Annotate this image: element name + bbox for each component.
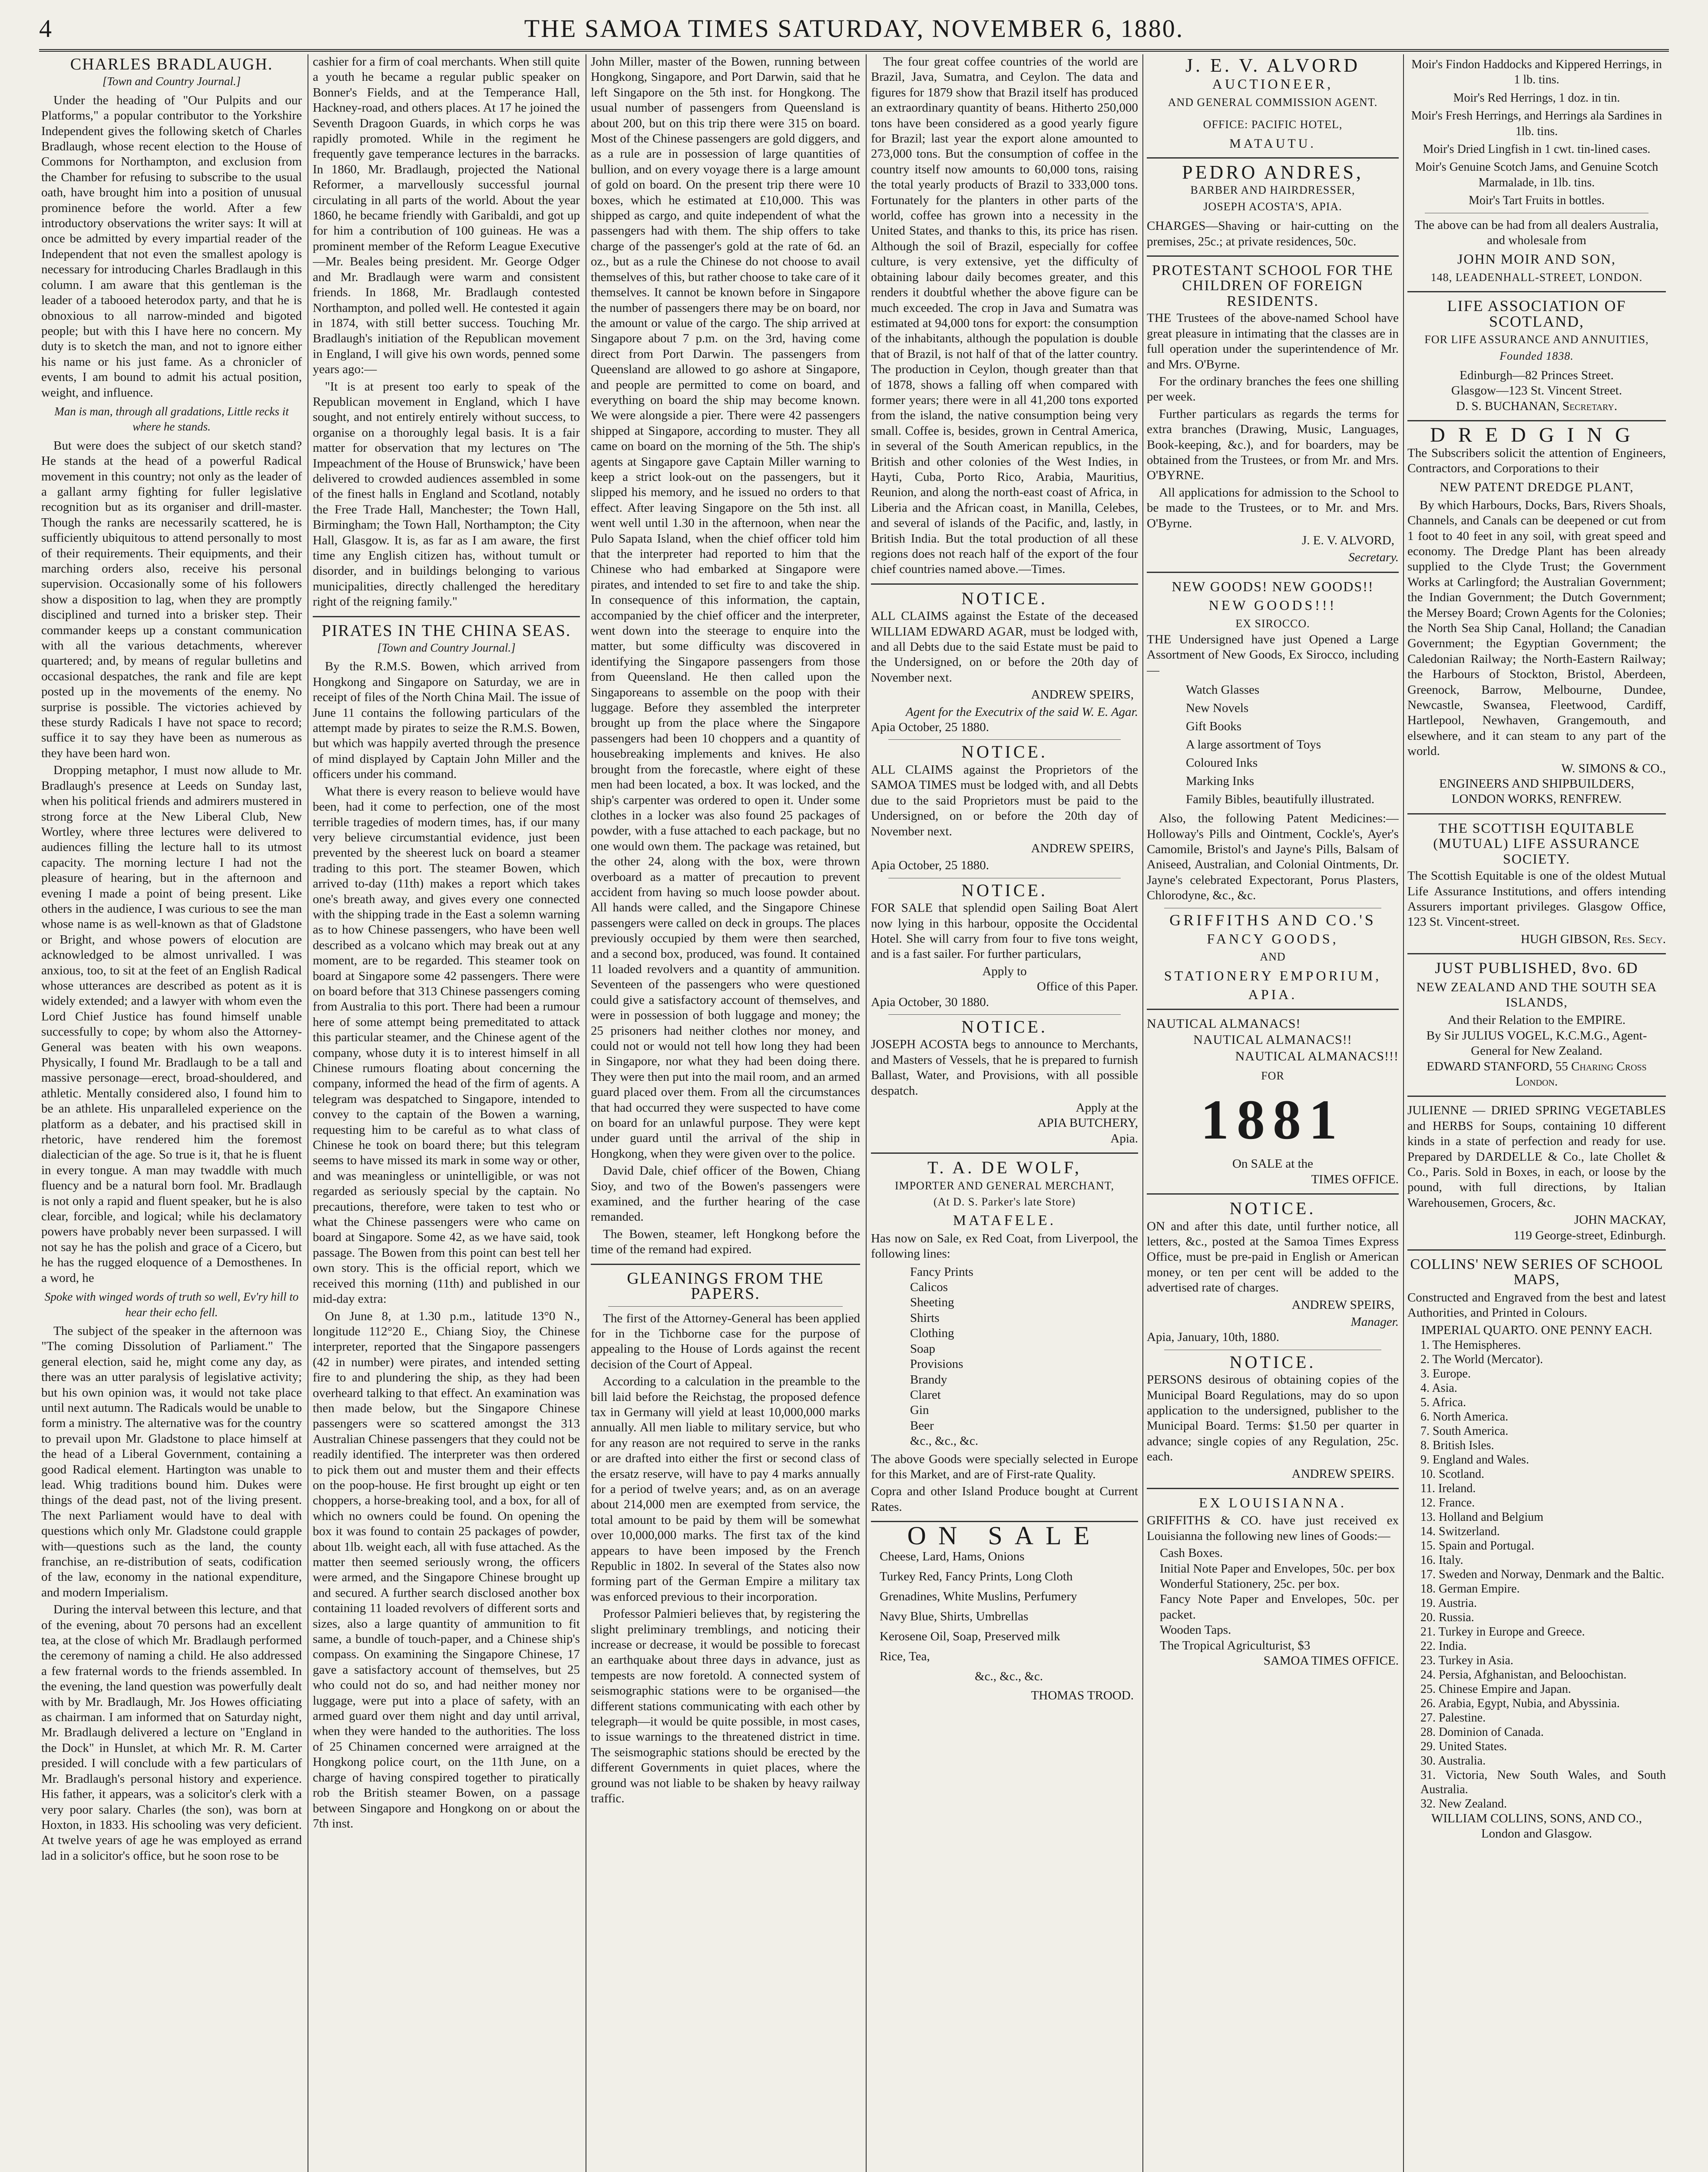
ad-subtitle: EX SIROCCO.	[1235, 617, 1310, 630]
ad-body: Further particulars as regards the terms for extra branches (Drawing, Music, Languages, Book-keeping, &c.), and for boarders, may be obtained from the Trustees, or from Mr. and Mrs. O'BYRNE.	[1147, 407, 1399, 483]
ad-author: By Sir JULIUS VOGEL, K.C.M.G., Agent-General for New Zealand.	[1426, 1028, 1647, 1058]
notice-date: Apia October, 25 1880.	[871, 720, 989, 735]
list-item: 6. North America.	[1420, 1410, 1509, 1424]
ad-title: NEW GOODS!!!	[1208, 597, 1337, 613]
list-item: Watch Glasses	[1186, 683, 1260, 697]
ad-subtitle: JOSEPH ACOSTA'S, APIA.	[1203, 200, 1342, 213]
ad-item-list	[871, 1546, 1138, 1686]
ad-subtitle: IMPORTER AND GENERAL MERCHANT,	[894, 1179, 1115, 1192]
list-item: 14. Switzerland.	[1420, 1525, 1500, 1539]
map-list	[1407, 1338, 1666, 1811]
notice-title: NOTICE.	[961, 742, 1048, 762]
ad-body: JULIENNE — DRIED SPRING VEGETABLES and HERBS for Soups, containing 10 different kinds in a state of perfection and ready for use. Prepared by DARDELLE & Co., late Chollet & Co., Paris. Sold in Boxes, in each, or loose by the pound, with full directions, by Italian Warehousemen, Grocers, &c.	[1407, 1103, 1666, 1210]
article-headline: GLEANINGS FROM THE PAPERS.	[627, 1269, 824, 1303]
notice-apply-where: APIA BUTCHERY,	[1037, 1116, 1138, 1130]
ad-subtitle: IMPERIAL QUARTO. ONE PENNY EACH.	[1421, 1323, 1652, 1337]
list-item: Brandy	[910, 1372, 947, 1387]
list-item: Soap	[910, 1341, 935, 1356]
list-item: Turkey Red, Fancy Prints, Long Cloth	[880, 1569, 1073, 1583]
list-item: 27. Palestine.	[1420, 1711, 1486, 1725]
ad-heading: NEW ZEALAND AND THE SOUTH SEA ISLANDS,	[1416, 980, 1657, 1010]
ad-body: By which Harbours, Docks, Bars, Rivers Shoals, Channels, and Canals can be deepened or cut from 1 foot to 40 feet in any soil, with great speed and economy. The Dredge Plant has been already supplied to the Clyde Trust; the Government Works at Carlingford; the Australian Government; the Indian Government; the Dutch Government; the Mersey Board; Crown Agents for the Colonies; the North Sea Ship Canal, Holland; the Canadian Government; the Egyptian Government; the Caledonian Railway; the North-Eastern Railway; the Harbours of Stockton, Bristol, Aberdeen, Greenock, Barrow, Melbourne, Dundee, Newcastle, Swansea, Fleetwood, Cardiff, Hartlepool, Newhaven, Grangemouth, and elsewhere, and it can steam to any part of the world.	[1407, 498, 1666, 758]
ad-address: Edinburgh—82 Princes Street.	[1460, 368, 1614, 382]
ad-heading: NEW PATENT DREDGE PLANT,	[1440, 480, 1634, 495]
list-item: Rice, Tea,	[880, 1649, 930, 1663]
column-rule	[1142, 54, 1143, 2172]
list-item: Beer	[910, 1418, 934, 1433]
list-item: 20. Russia.	[1420, 1611, 1474, 1625]
divider	[1147, 1193, 1399, 1195]
column-2	[313, 54, 580, 2172]
ad-title: JUST PUBLISHED, 8vo. 6D	[1435, 959, 1638, 977]
ad-title: PEDRO ANDRES,	[1182, 162, 1364, 183]
list-item: Family Bibles, beautifully illustrated.	[1186, 792, 1375, 807]
divider	[1407, 1249, 1666, 1251]
ad-place: MATAUTU.	[1229, 136, 1316, 151]
column-5	[1147, 54, 1399, 2172]
ad-body: Copra and other Island Produce bought at Current Rates.	[871, 1484, 1138, 1514]
ad-title: LIFE ASSOCIATION OF SCOTLAND,	[1447, 297, 1626, 330]
ad-signature: WILLIAM COLLINS, SONS, AND CO.,	[1431, 1811, 1642, 1826]
list-item: Kerosene Oil, Soap, Preserved milk	[880, 1629, 1060, 1643]
ad-subtitle: FANCY GOODS,	[1207, 931, 1339, 947]
list-item: 28. Dominion of Canada.	[1420, 1725, 1544, 1739]
list-item: 32. New Zealand.	[1420, 1797, 1507, 1811]
notice-title: NOTICE.	[961, 880, 1048, 900]
ad-office: OFFICE: PACIFIC HOTEL,	[1203, 118, 1343, 131]
divider	[608, 1306, 843, 1307]
article-paragraph: The subject of the speaker in the afternoon was "The coming Dissolution of Parliament." The general election, said he, might come any day, as there was an utter paralysis of legislative activity; but his own opinion was, it would not take place until next autumn. The Radicals would be unable to form a ministry. The alternative was for the country to prevail upon Mr. Gladstone to place himself at the head of a Liberal Government, containing a good Radical element. Hartington was unable to lead. Whig traditions bound him. Dukes were things of the dead past, not of the living present. The next Parliament would have to deal with questions which only Mr. Gladstone could grapple with—questions such as the land, the county franchise, an re-distribution of seats, codification of the law, economy in the national expenditure, and modern Imperialism.	[41, 1324, 302, 1599]
ad-signature: ENGINEERS AND SHIPBUILDERS,	[1439, 777, 1634, 791]
notice-signature-role: Agent for the Executrix of the said W. E. Agar.	[906, 705, 1138, 719]
list-item: Fancy Prints	[910, 1265, 973, 1279]
list-item: 18. German Empire.	[1420, 1582, 1520, 1596]
ad-title: COLLINS' NEW SERIES OF SCHOOL MAPS,	[1410, 1256, 1663, 1288]
divider	[1407, 953, 1666, 954]
divider	[871, 583, 1138, 585]
column-rule	[866, 54, 867, 2172]
ad-signature: JOHN MACKAY,	[1574, 1213, 1666, 1227]
article-paragraph: During the interval between this lecture, and that of the evening, about 70 persons had an excellent tea, at the close of which Mr. Bradlaugh performed the ceremony of naming a child. He also addressed a few fraternal words to the friends assembled. In the evening, the land question was powerfully dealt with by Mr. Bradlaugh, Mr. Jos Howes officiating as chairman. I am informed that on Saturday night, Mr. Bradlaugh delivered a lecture on "England in the Dock" in Hunslet, at which Mr. R. M. Carter presided. I will conclude with a few particulars of Mr. Bradlaugh's personal history and experience. His father, it appears, was a solicitor's clerk with a very poor salary. Charles (the son), was born at Hoxton, in 1833. His schooling was very deficient. At twelve years of age he was employed as errand lad in a solicitor's office, but he soon rose to be	[41, 1603, 302, 1863]
list-item: Wooden Taps.	[1160, 1623, 1231, 1637]
list-item: 30. Australia.	[1420, 1754, 1486, 1768]
ad-title: ON SALE	[907, 1521, 1102, 1550]
notice-apply: Apply to	[982, 964, 1027, 978]
list-item: The Tropical Agriculturist, $3	[1160, 1638, 1311, 1652]
ad-subtitle: BARBER AND HAIRDRESSER,	[1190, 184, 1355, 197]
list-item: &c., &c., &c.	[910, 1434, 979, 1448]
ad-signature-role: Secretary.	[1348, 550, 1399, 565]
list-item: Gin	[910, 1403, 929, 1417]
ad-signature: JOHN MOIR AND SON,	[1457, 251, 1616, 267]
notice-apply: Apply at the	[1076, 1101, 1138, 1115]
ad-address: 119 George-street, Edinburgh.	[1513, 1228, 1666, 1242]
page-number: 4	[39, 14, 53, 43]
list-item: Shirts	[910, 1311, 940, 1325]
list-item: 22. India.	[1420, 1639, 1467, 1653]
list-item: 9. England and Wales.	[1420, 1453, 1529, 1467]
article-paragraph: "It is at present too early to speak of the Republican movement in England, which I have sought, and not entirely entirely without success, to organise on a thoroughly legal basis. It is a fair matter for observation that my lectures on 'The Impeachment of the House of Brunswick,' have been delivered to crowded audiences assembled in some of the finest halls in England and Scotland, notably the Free Trade Hall, Manchester; the Town Hall, Birmingham; the Town Hall, Northampton; the City Hall, Glasgow. It is, as far as I am aware, the first time any English citizen has, without tumult or disorder, and in buildings belonging to various municipalities, directly challenged the hereditary right of the reigning family."	[313, 379, 580, 609]
list-item: Moir's Findon Haddocks and Kippered Herrings, in 1 lb. tins.	[1411, 58, 1662, 87]
list-item: 24. Persia, Afghanistan, and Beloochistan.	[1420, 1668, 1627, 1682]
list-item: &c., &c., &c.	[974, 1669, 1043, 1683]
list-item: 31. Victoria, New South Wales, and South Australia.	[1420, 1768, 1666, 1797]
list-item: Cheese, Lard, Hams, Onions	[880, 1549, 1025, 1563]
ad-address: 148, LEADENHALL-STREET, LONDON.	[1430, 271, 1643, 284]
ad-title: T. A. DE WOLF,	[927, 1158, 1082, 1178]
list-item: Claret	[910, 1387, 941, 1402]
list-item: Marking Inks	[1186, 774, 1255, 788]
notice-title: NOTICE.	[961, 588, 1048, 608]
list-item: Sheeting	[910, 1295, 954, 1310]
list-item: 17. Sweden and Norway, Denmark and the Baltic.	[1420, 1568, 1665, 1582]
ad-subtitle: STATIONERY EMPORIUM,	[1164, 967, 1382, 983]
almanac-line: NAUTICAL ALMANACS!!!	[1235, 1049, 1399, 1063]
divider	[591, 1264, 860, 1265]
list-item: 23. Turkey in Asia.	[1420, 1654, 1513, 1668]
ad-place: MATAFELE.	[953, 1212, 1056, 1229]
list-item: 3. Europe.	[1420, 1367, 1471, 1381]
column-3	[591, 54, 860, 2172]
divider	[1147, 572, 1399, 573]
article-paragraph: Under the heading of "Our Pulpits and our Platforms," a popular contributor to the Yorkshire Independent gives the following sketch of Charles Bradlaugh, whose recent election to the House of Commons for Northampton, and exclusion from the Chamber for refusing to subscribe to the usual oath, have brought him into a position of unusual prominence before the world. After a few introductory observations the writer says: It will at once be admitted by every impartial reader of the Independent that not even the smallest apology is necessary for introducing Charles Bradlaugh in this column. I am aware that this gentleman is the leader of a tabooed heterodox party, and that he is obnoxious to all narrow-minded and bigoted people; but with this I have here no concern. My duty is to sketch the man, and not to ignore either his name or his just fame. As a chronicler of events, I am bound to admit his actual position, weight, and influence.	[41, 93, 302, 400]
article-paragraph: The Bowen, steamer, left Hongkong before the time of the remand had expired.	[591, 1227, 860, 1257]
article-headline: PIRATES IN THE CHINA SEAS.	[321, 621, 571, 640]
ad-body: Has now on Sale, ex Red Coat, from Liverpool, the following lines:	[871, 1231, 1138, 1261]
ad-body: Constructed and Engraved from the best and latest Authorities, and Printed in Colours.	[1407, 1290, 1666, 1320]
column-rule	[1403, 54, 1404, 2172]
list-item: 8. British Isles.	[1420, 1439, 1494, 1453]
notice-signature: ANDREW SPEIRS,	[1291, 1298, 1394, 1312]
list-item: Wonderful Stationery, 25c. per box.	[1160, 1577, 1340, 1591]
notice-title: NOTICE.	[1229, 1199, 1316, 1218]
article-source: [Town and Country Journal.]	[377, 641, 516, 655]
list-item: 25. Chinese Empire and Japan.	[1420, 1682, 1571, 1696]
divider	[1147, 255, 1399, 257]
list-item: 5. Africa.	[1420, 1396, 1466, 1410]
article-quote: Spoke with winged words of truth so well, Ev'ry hill to hear their echo fell.	[44, 1290, 299, 1319]
notice-date: Apia October, 25 1880.	[871, 858, 989, 873]
list-item: Calicos	[910, 1280, 948, 1295]
masthead-title: THE SAMOA TIMES SATURDAY, NOVEMBER 6, 1880.	[524, 14, 1184, 43]
article-paragraph: cashier for a firm of coal merchants. When still quite a youth he became a regular public speaker on Bonner's Fields, and at the Temperance Hall, Hackney-road, and others places. At 17 he joined the Seventh Dragoon Guards, in which corps he was rapidly promoted. While in the regiment he frequently gave temperance lectures in the barracks. In 1860, Mr. Bradlaugh, projected the National Reformer, a marvellously successful journal circulating in all parts of the world. About the year 1860, he became friendly with Garibaldi, and got up for him a contribution of 100 guineas. He was a prominent member of the Reform League Executive—Mr. Beales being president. Mr. George Odger and Mr. Bradlaugh were warm and consistent friends. In 1868, Mr. Bradlaugh contested Northampton, and polled well. He contested it again in 1874, with still better success. Touching Mr. Bradlaugh's initiation of the Republican movement in England, I will give his own words, penned some years ago:—	[313, 55, 580, 377]
list-item: New Novels	[1186, 701, 1249, 715]
ad-body: The above Goods were specially selected in Europe for this Market, and are of First-rate Quality.	[871, 1452, 1138, 1481]
divider	[1407, 813, 1666, 814]
list-item: 12. France.	[1420, 1496, 1475, 1510]
notice-body: ALL CLAIMS against the Estate of the deceased WILLIAM EDWARD AGAR, must be lodged with, and all Debts due to the said Estate must be paid to the Undersigned, on or before the 20th day of November next.	[871, 609, 1138, 685]
ad-title: GRIFFITHS AND CO.'S	[1169, 911, 1376, 929]
notice-body: FOR SALE that splendid open Sailing Boat Alert now lying in this harbour, opposite the Occidental Hotel. She will carry from four to five tons weight, and is a fast sailer. For further particulars,	[871, 901, 1138, 961]
ad-signature: HUGH GIBSON, Res. Secy.	[1520, 932, 1666, 946]
divider	[888, 739, 1121, 740]
article-headline: CHARLES BRADLAUGH.	[70, 55, 273, 73]
ad-subtitle: AUCTIONEER,	[1212, 76, 1334, 92]
ad-signature: SAMOA TIMES OFFICE.	[1263, 1654, 1399, 1668]
ad-signature: THOMAS TROOD.	[1031, 1688, 1134, 1702]
divider	[1407, 291, 1666, 292]
notice-date: Apia October, 30 1880.	[871, 995, 989, 1009]
list-item: 21. Turkey in Europe and Greece.	[1420, 1625, 1585, 1639]
ad-body: The above can be had from all dealers Australia, and wholesale from	[1414, 218, 1659, 248]
ad-address: Glasgow—123 St. Vincent Street.	[1451, 384, 1622, 398]
article-paragraph: By the R.M.S. Bowen, which arrived from Hongkong and Singapore on Saturday, we are in receipt of files of the North China Mail. The issue of June 11 contains the following particulars of the attempt made by pirates to seize the R.M.S. Bowen, but which was happily averted through the presence of mind displayed by Captain John Miller and the officers under his command.	[313, 659, 580, 781]
notice-signature: ANDREW SPEIRS,	[1031, 841, 1134, 855]
ad-body: The Scottish Equitable is one of the oldest Mutual Life Assurance Institutions, and offers intending Assurers important privileges. Glasgow Office, 123 St. Vincent-street.	[1407, 869, 1666, 929]
ad-body: THE Trustees of the above-named School have great pleasure in intimating that the classes are in full operation under the superintendence of Mr. and Mrs. O'Byrne.	[1147, 311, 1399, 371]
article-paragraph: The four great coffee countries of the world are Brazil, Java, Sumatra, and Ceylon. The data and figures for 1879 show that Brazil itself has produced an extraordinary quantity of beans. Hitherto 250,000 tons have been considered as a good yearly figure for Brazil; last year the export alone amounted to 273,000 tons. But the consumption of coffee in the country itself now amounts to 60,000 tons, raising the total yearly products of Brazil to 333,000 tons. Fortunately for the planters in other parts of the world, coffee has grown into a necessity in the United States, and thanks to this, its price has risen. Although the soil of Brazil, especially for coffee culture, is very extensive, yet the difficulty of obtaining labour daily becomes greater, and this renders it doubtful whether the above figure can be much exceeded. The crop in Java and Sumatra was estimated at 94,000 tons for export: the consumption of the inhabitants, although the population is double that of Brazil, is not half of that of the latter country. The production in Ceylon, though greater than that of 1878, shows a falling off when compared with former years; there were in all 41,200 tons exported from the island, the native consumption being very small. Coffee is, besides, grown in Central America, in several of the South American republics, in the British and other colonies of the West Indies, in Hayti, Cuba, Porto Rico, Arabia, Mauritius, Reunion, and along the north-east coast of Africa, in Liberia and the African coast, in Manilla, Celebes, and several of islands of the Pacific, and, lastly, in British India. But the total production of all these regions does not reach half of the export of the four chief countries named above.—Times.	[871, 55, 1138, 576]
list-item: 29. United States.	[1420, 1740, 1507, 1754]
list-item: 19. Austria.	[1420, 1596, 1477, 1610]
ad-signature: J. E. V. ALVORD,	[1302, 533, 1394, 547]
divider	[1147, 157, 1399, 159]
article-paragraph: On June 8, at 1.30 p.m., latitude 13°0 N., longitude 112°20 E., Chiang Sioy, the Chinese interpreter, reported that the Singapore passengers (42 in number) were pirates, and intended setting fire to and plundering the ship, as they had been overheard talking to that effect. An examination was then made below, but the Singapore Chinese passengers were so scattered amongst the 313 Australian Chinese passengers that they could not be readily identified. The interpreter was then ordered to pick them out and muster them and their effects on the poop-house. He first brought up eight or ten choppers, a horse-breaking tool, and a box, for all of which no owners could be found. On opening the box it was found to contain 25 packages of powder, about 1lb. weight each, all with fuse attached. As the matter then seemed seriously wrong, the officers were armed, and the Singapore Chinese brought up and secured. A further search disclosed another box containing 11 loaded revolvers of different sorts and sizes, also a large quantity of ammunition to fit same, a bundle of touch-paper, and a Chinese ship's compass. On examining the Singapore Chinese, 17 gave a satisfactory account of themselves, but 25 who could not do so, and had neither money nor luggage, were put into a place of safety, with an armed guard over them night and day until arrival, when they were handed to the authorities. The loss of 25 Chinamen concerned were arraigned at the Hongkong police court, on the 11th June, on a charge of having conspired together to piratically rob the British steamer Bowen, on a passage between Singapore and Hongkong on or about the 7th inst.	[313, 1309, 580, 1831]
article-quote: Man is man, through all gradations, Little recks it where he stands.	[54, 404, 289, 434]
divider	[1407, 420, 1666, 421]
ad-signature: D. S. BUCHANAN, Secretary.	[1456, 399, 1618, 413]
divider	[871, 1152, 1138, 1154]
list-item: Navy Blue, Shirts, Umbrellas	[880, 1609, 1029, 1623]
article-paragraph: Dropping metaphor, I must now allude to Mr. Bradlaugh's presence at Leeds on Sunday last, when his political friends and admirers mustered in strong force at the New Liberal Club, New Wortley, where three lectures were delivered to audiences filling the lecture hall to its utmost capacity. The morning lecture I had not the pleasure of hearing, but in the afternoon and evening I made a point of being present. Like others in the audience, I was curious to see the man whose name is as well-known as that of Gladstone or Bright, and whose powers of elocution are acknowledged to be almost unrivalled. I was anxious, too, to sit at the feet of an English Radical whose utterances are described as potent as it is widely extended; and a lawyer with whom even the Lord Chief Justice has found himself unable successfully to cope; by whom also the Attorney-General was beaten with his own weapons. Physically, I found Mr. Bradlaugh to be a tall and massive personage—erect, broad-shouldered, and athletic. Mentally considered also, I found him to be an athlete. His unparalleled experience on the platform as a debater, and his practised skill in rhetoric, have rendered him the foremost dialectician of the age. So true is it, that he is fluent in every tongue. A man may twaddle with much fluency and be a natural born fool. Mr. Bradlaugh is not only a rapid and fluent speaker, but he is also clear, forcible, and logical; while his declamatory powers have probably never been surpassed. I will not say he has the polish and grace of a Cicero, but he has the rugged eloquence of a Demosthenes. In a word, he	[41, 763, 302, 1285]
divider	[1147, 1009, 1399, 1010]
ad-item-list	[1147, 1546, 1399, 1653]
ad-publisher: EDWARD STANFORD, 55 Charing Cross London.	[1427, 1059, 1647, 1089]
almanac-line: NAUTICAL ALMANACS!	[1147, 1016, 1301, 1031]
ad-body: THE Undersigned have just Opened a Large Assortment of New Goods, Ex Sirocco, including—	[1147, 632, 1399, 677]
list-item: Coloured Inks	[1186, 756, 1258, 770]
list-item: Provisions	[910, 1357, 963, 1371]
ad-item-list	[871, 1265, 1138, 1449]
ad-body: For the ordinary branches the fees one shilling per week.	[1147, 374, 1399, 404]
article-paragraph: But were does the subject of our sketch stand? He stands at the head of a powerful Radical movement in this country; not only as the leader of a gallant army fighting for fuller legislative recognition but as its organiser and drill-master. Though the ranks are necessarily scattered, he is sufficiently ubiquitous to attend personally to most of their requirements. Their equipments, and their marching orders also, receive his personal supervision. Occasionally some of his followers show a disposition to lag, when they are promptly disciplined and turned into a brisker step. Their commander keeps up a constant communication with all the various detachments, wherever quartered; and, by means of regular bulletins and occasional despatches, the rank and file are kept posted up in the movements of the enemy. No surprise is possible. The victories achieved by these sturdy Radicals I have not space to record; suffice it to say they have been as numerous as they have been hard won.	[41, 438, 302, 760]
ad-title: NEW GOODS! NEW GOODS!!	[1172, 578, 1374, 594]
ad-title: PROTESTANT SCHOOL FOR THE CHILDREN OF FOREIGN RESIDENTS.	[1152, 262, 1394, 309]
list-item: Gift Books	[1186, 719, 1242, 734]
almanac-year: 1881	[1201, 1089, 1345, 1152]
column-1	[41, 54, 302, 2172]
list-item: Grenadines, White Muslins, Perfumery	[880, 1589, 1077, 1603]
notice-title: NOTICE.	[961, 1016, 1048, 1036]
almanac-line: NAUTICAL ALMANACS!!	[1193, 1033, 1352, 1047]
ad-title: J. E. V. ALVORD	[1185, 55, 1360, 76]
list-item: 26. Arabia, Egypt, Nubia, and Abyssinia.	[1420, 1697, 1620, 1711]
notice-apply-place: Apia.	[1110, 1131, 1138, 1146]
list-item: 2. The World (Mercator).	[1420, 1353, 1543, 1367]
list-item: 16. Italy.	[1420, 1553, 1463, 1567]
notice-body: ON and after this date, until further notice, all letters, &c., posted at the Samoa Times Express Office, must be pre-paid in English or American money, or ten per cent will be added to the advertised rate of charges.	[1147, 1219, 1399, 1295]
almanac-sale: On SALE at the	[1232, 1157, 1314, 1171]
list-item: 11. Ireland.	[1420, 1482, 1476, 1496]
ad-title: THE SCOTTISH EQUITABLE (MUTUAL) LIFE ASSURANCE SOCIETY.	[1433, 820, 1640, 867]
article-paragraph: Professor Palmieri believes that, by registering the slight preliminary tremblings, and noticing their increase or decrease, it would be possible to forecast an earthquake about three days in advance, just as tempests are now foretold. A connected system of seismographic stations were to be organised—the different stations communicating with each other by telegraph—it would be quite possible, in most cases, to issue warnings to the threatened district in time. The seismographic stations should be erected by the different Governments in quiet places, where the ground was not liable to be shaken by heavy railway traffic.	[591, 1607, 860, 1806]
notice-body: JOSEPH ACOSTA begs to announce to Merchants, and Masters of Vessels, that he is prepared to furnish Ballast, Water, and Provisions, with all possible despatch.	[871, 1037, 1138, 1098]
divider	[1147, 1488, 1399, 1489]
ad-subtitle: (At D. S. Parker's late Store)	[933, 1195, 1076, 1209]
ad-title: EX LOUISIANNA.	[1199, 1495, 1347, 1511]
notice-date: Apia, January, 10th, 1880.	[1147, 1330, 1279, 1344]
ad-body: GRIFFITHS & CO. have just received ex Louisianna the following new lines of Goods:—	[1147, 1513, 1399, 1543]
list-item: 4. Asia.	[1420, 1381, 1457, 1395]
list-item: Moir's Red Herrings, 1 doz. in tin.	[1453, 91, 1620, 105]
notice-body: ALL CLAIMS against the Proprietors of the SAMOA TIMES must be lodged with, and all Debts due to the said Proprietors must be paid to the Undersigned, on or before the 20th day of November next.	[871, 762, 1138, 838]
column-6	[1407, 54, 1666, 2172]
ad-body: CHARGES—Shaving or hair-cutting on the premises, 25c.; at private residences, 50c.	[1147, 219, 1399, 248]
list-item: 10. Scotland.	[1420, 1467, 1484, 1481]
ad-place: APIA.	[1248, 987, 1298, 1003]
list-item: Moir's Dried Lingfish in 1 cwt. tin-lined cases.	[1423, 142, 1651, 156]
divider	[313, 616, 580, 617]
list-item: 13. Holland and Belgium	[1420, 1510, 1544, 1524]
ad-title: DREDGING	[1430, 424, 1643, 447]
article-source: [Town and Country Journal.]	[102, 75, 241, 88]
almanac-office: TIMES OFFICE.	[1311, 1172, 1399, 1186]
ad-subtitle: Founded 1838.	[1499, 349, 1574, 362]
ad-address: London and Glasgow.	[1481, 1827, 1592, 1841]
ad-body: The Subscribers solicit the attention of Engineers, Contractors, and Corporations to their	[1407, 446, 1666, 475]
article-paragraph: According to a calculation in the preamble to the bill laid before the Reichstag, the proposed defence tax in Germany will yield at least 10,000,000 marks annually. All men liable to military service, but who for any reason are not required to serve in the ranks or are drafted into either the first or second class of the ersatz reserve, will have to pay 4 marks annually for a period of twelve years; and, as on an average about 214,000 men are exempted from service, the total amount to be paid by them will be somewhat over 10,000,000 marks. The first tax of the kind appears to have been imposed by the French Republic in 1802. In several of the States also now forming part of the German Empire a military tax was enforced previous to their incorporation.	[591, 1374, 860, 1604]
masthead	[39, 8, 1669, 52]
list-item: A large assortment of Toys	[1186, 738, 1321, 752]
ad-item-list	[1147, 681, 1399, 808]
almanac-for: FOR	[1261, 1069, 1284, 1082]
ad-subtitle: FOR LIFE ASSURANCE AND ANNUITIES,	[1424, 333, 1649, 346]
list-item: 15. Spain and Portugal.	[1420, 1539, 1535, 1553]
ad-subtitle: And their Relation to the EMPIRE.	[1447, 1013, 1626, 1027]
list-item: Fancy Note Paper and Envelopes, 50c. per packet.	[1160, 1592, 1399, 1622]
notice-body: PERSONS desirous of obtaining copies of the Municipal Board Regulations, may do so upon application to the undersigned, publisher to the Municipal Board. Terms: $1.50 per quarter in advance; single copies of any Regulation, 25c. each.	[1147, 1373, 1399, 1464]
ad-body: All applications for admission to the School to be made to the Trustees, or to Mr. and Mrs. O'Byrne.	[1147, 485, 1399, 530]
list-item: Clothing	[910, 1326, 954, 1341]
notice-signature: ANDREW SPEIRS,	[1031, 688, 1134, 702]
ad-address: LONDON WORKS, RENFREW.	[1451, 792, 1622, 806]
ad-signature: W. SIMONS & CO.,	[1561, 761, 1666, 775]
ad-body: Also, the following Patent Medicines:—Holloway's Pills and Ointment, Cockle's, Ayer's Camomile, Bristol's and Jayne's Pills, Balsam of Aniseed, Australian, and Colonial Ointments, Dr. Jayne's celebrated Expectorant, Porus Plasters, Chlorodyne, &c., &c.	[1147, 811, 1399, 903]
list-item: 1. The Hemispheres.	[1420, 1338, 1521, 1352]
article-paragraph: What there is every reason to believe would have been, had it come to perfection, one of the most terrible tragedies of modern times, has, if our many very believe circumstantial evidence, just been prevented by the sheerest luck on board a steamer trading to this port. The steamer Bowen, which arrived to-day (11th) makes a report which takes one's breath away, and gives every one connected with the shipping trade in the East a solemn warning as to how Chinese passengers, who have been well described as a volcano which may break out at any moment, are to be regarded. This steamer took on board at Singapore some 42 passengers. There were on board before that 313 Chinese passengers coming from Australia to this port. There had been a rumour here of some attempt being premeditated to attack this particular steamer, and the Chinese agent of the company, whose duty it is to interest himself in all Chinese rumours floating about concerning the company, informed the head of the firm of agents. A telegram was despatched to Singapore, intended to convey to the captain of the Bowen a warning, requesting him to be careful as to what class of Chinese he took on board there; but this telegram seems to have missed its mark in some way or other, and was meaningless or unintelligible, or was not regarded as seriously special by the captain. No precautions, therefore, were taken to test who or what the Chinese passengers were who came on board at Singapore. Some 42, as we have said, took passage. The Bowen from this point can best tell her own story. This is the official report, which we received this morning (11th) and published in our mid-day extra:	[313, 784, 580, 1306]
notice-signature-role: Manager.	[1351, 1314, 1399, 1329]
list-item: 7. South America.	[1420, 1424, 1509, 1438]
divider	[888, 1014, 1121, 1015]
column-4	[871, 54, 1138, 2172]
list-item: Cash Boxes.	[1160, 1546, 1223, 1560]
ad-item-list	[1407, 57, 1666, 209]
ad-subtitle: AND GENERAL COMMISSION AGENT.	[1168, 96, 1378, 109]
list-item: Moir's Genuine Scotch Jams, and Genuine Scotch Marmalade, in 1lb. tins.	[1415, 160, 1658, 189]
notice-title: NOTICE.	[1229, 1352, 1316, 1372]
notice-signature: ANDREW SPEIRS.	[1291, 1467, 1394, 1481]
divider	[1407, 1096, 1666, 1097]
article-paragraph: The first of the Attorney-General has been applied for in the Tichborne case for the purpose of appealing to the House of Lords against the recent decision of the Court of Appeal.	[591, 1311, 860, 1371]
notice-apply-where: Office of this Paper.	[1036, 980, 1138, 994]
list-item: Moir's Tart Fruits in bottles.	[1469, 194, 1605, 208]
list-item: Moir's Fresh Herrings, and Herrings ala Sardines in 1lb. tins.	[1411, 109, 1662, 138]
article-paragraph: David Dale, chief officer of the Bowen, Chiang Sioy, and two of the Bowen's passengers were examined, and the further hearing of the case remanded.	[591, 1164, 860, 1224]
ad-subtitle: AND	[1260, 950, 1286, 963]
article-paragraph: John Miller, master of the Bowen, running between Hongkong, Singapore, and Port Darwin, said that he left Singapore on the 5th inst. for Hongkong. The usual number of passengers from Queensland is about 200, but on this trip there were 315 on board. Most of the Chinese passengers are gold diggers, and as a rule are in possession of large quantities of bullion, and on every voyage there is a large amount of gold on board. On the present trip there were 10 boxes, which he estimated at £10,000. This was shipped as cargo, and quite independent of what the passengers had with them. The ship offers to take charge of the passenger's gold at the rate of 6d. an oz., but as a rule the Chinese do not choose to avail themselves of this, but rather choose to take care of it themselves. It cannot be known before in Singapore the number of passengers there may be on board, nor the amount or value of the cargo. The ship arrived at Singapore about 7 p.m. on the 3rd, having come direct from Port Darwin. The passengers from Queensland are allowed to go ashore at Singapore, and people are permitted to come on board, and everything on board the ship may become known. We were alongside a pier. There were 42 passengers shipped at Singapore, according to muster. They all came on board on the morning of the 5th. The ship's agents at Singapore gave Captain Miller warning to keep a strict look-out on the passengers, but it slipped his memory, and he issued no orders to that effect. After leaving Singapore on the 5th inst. all went well until 1.30 in the afternoon, when near the Pulo Sapata Island, when the chief officer told him that the interpreter had reported to him that the Chinese who had embarked at Singapore were pirates, and intended to set fire to and take the ship. In consequence of this information, the captain, accompanied by the chief officer and the interpreter, went down into the steerage to enquire into the matter, but some difficulty was discovered in identifying the Singapore passengers from those from Queensland. He then called upon the Singaporeans to assemble on the poop with their luggage. Before they assembled the interpreter brought up from the place where the Singapore passengers had been 10 choppers and a quantity of housebreaking implements and knives. He also brought from the forecastle, where eight of these men had been located, a box. It was locked, and the ship's carpenter was ordered to open it. Under some clothes in a locker was also found 25 packages of powder, with a fuse attached to each package, but no one would own them. The package was retained, but the other 24, along with the box, were thrown overboard as a matter of precaution to prevent accident from having so much loose powder about. All hands were called, and the Singapore Chinese passengers were called on deck in groups. The places previously occupied by them were then searched, and a second box, produced, was found. It contained 11 loaded revolvers and a quantity of ammunition. Seventeen of the passengers who were questioned could give a satisfactory account of themselves, and were in possession of both luggage and money; the 25 prisoners had neither clothes nor money, and could not or would not tell how long they had been in Singapore, nor what they had been doing there. They were then put into the mail room, and an armed guard placed over them. From all the circumstances that had occurred they were suspected to have come on board for an unlawful purpose. They were kept under guard until the arrival of the ship in Hongkong, when they were given over to the police.	[591, 55, 860, 1161]
list-item: Initial Note Paper and Envelopes, 50c. per box	[1160, 1561, 1395, 1576]
